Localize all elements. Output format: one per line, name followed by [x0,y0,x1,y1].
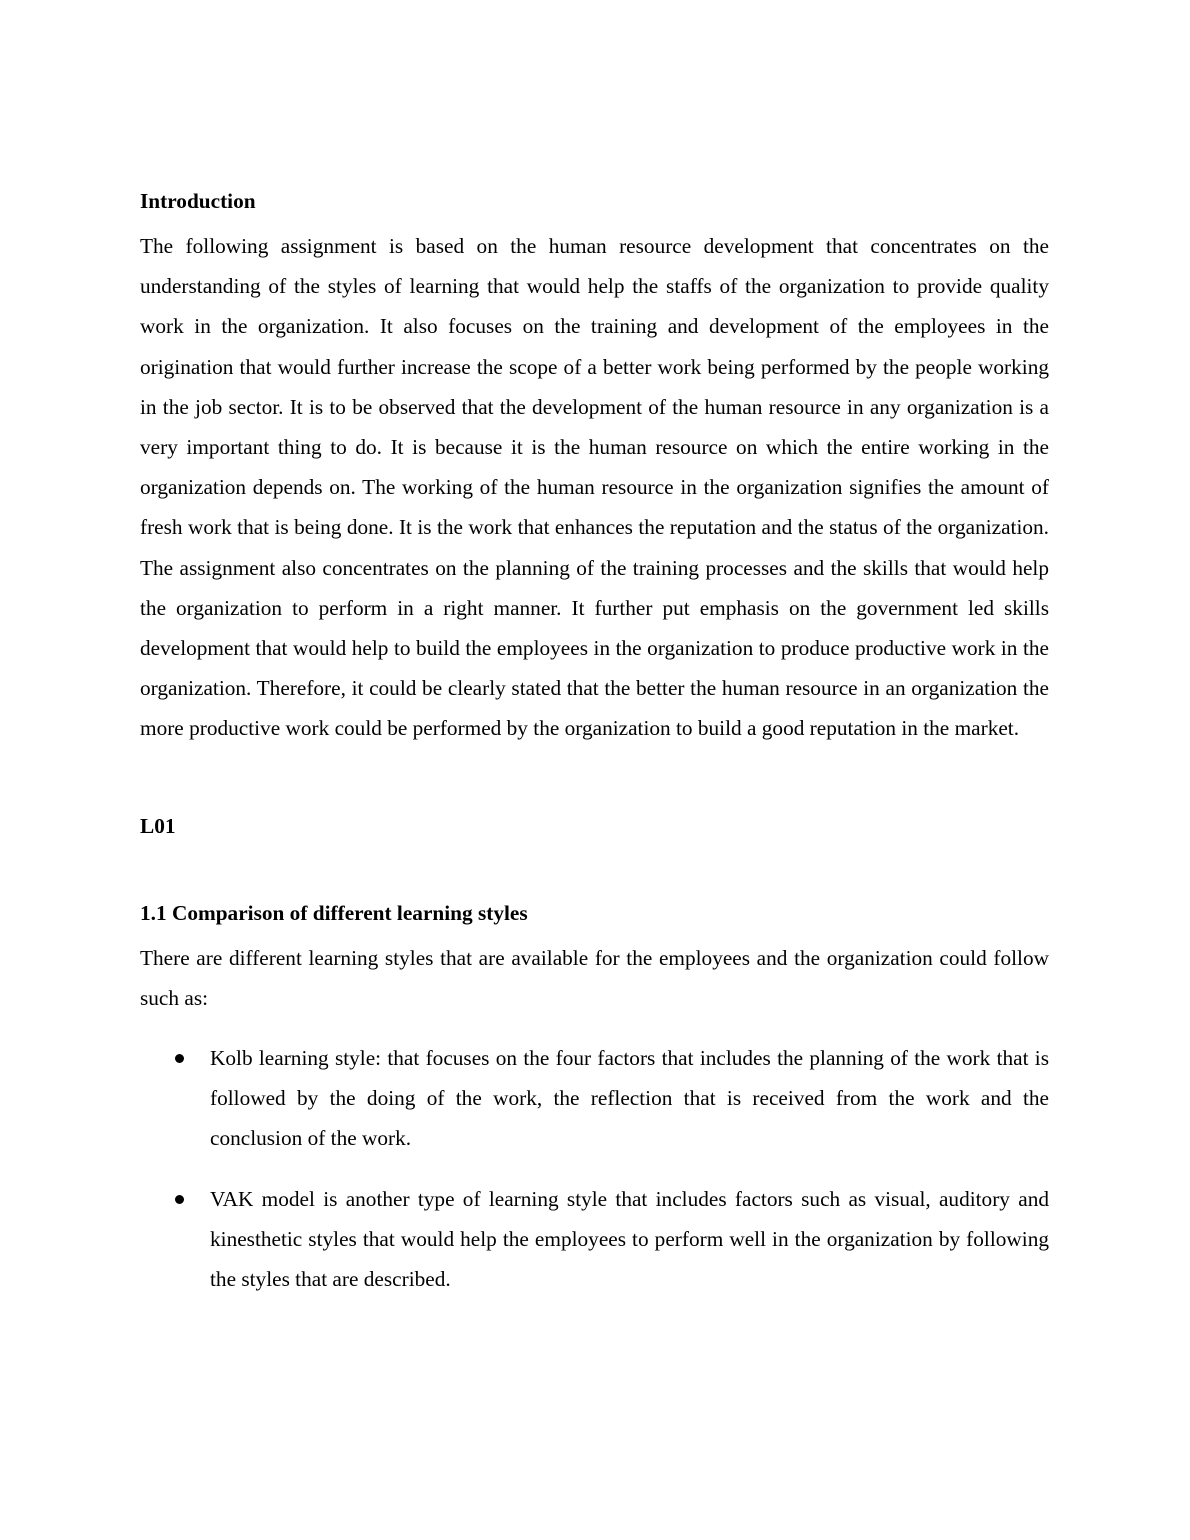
section-1-1-paragraph: There are different learning styles that are available for the employees and the organization could follow such as: [140,945,1049,1010]
section-1-1-heading: 1.1 Comparison of different learning styles [140,900,528,925]
introduction-heading: Introduction [140,189,256,213]
list-item [140,1179,1049,1300]
bullet-icon [175,1195,184,1204]
lo1-heading: L01 [140,813,176,838]
list-item-text: Kolb learning style: that focuses on the four factors that includes the planning of the work that is followed by the doing of the work, the reflection that is received from the work and the conclusion of the work. [210,1046,1049,1151]
bullet-icon [175,1054,184,1063]
list-item [140,1038,1049,1159]
introduction-paragraph: The following assignment is based on the human resource development that concentrates on the understanding of the styles of learning that would help the staffs of the organization to provide quality work in the organization. It also focuses on the training and development of the employees in the origination that would further increase the scope of a better work being performed by the people working in the job sector. It is to be observed that the development of the human resource in any organization is a very important thing to do. It is because it is the human resource on which the entire working in the organization depends on. The working of the human resource in the organization signifies the amount of fresh work that is being done. It is the work that enhances the reputation and the status of the organization. The assignment also concentrates on the planning of the training processes and the skills that would help the organization to perform in a right manner. It further put emphasis on the government led skills development that would help to build the employees in the organization to produce productive work in the organization. Therefore, it could be clearly stated that the better the human resource in an organization the more productive work could be performed by the organization to build a good reputation in the market. [140,234,1049,741]
list-item-text: VAK model is another type of learning style that includes factors such as visual, auditory and kinesthetic styles that would help the employees to perform well in the organization by following the styles that are described. [210,1186,1049,1292]
learning-styles-list [140,1038,1049,1299]
document-page [140,186,1049,1319]
